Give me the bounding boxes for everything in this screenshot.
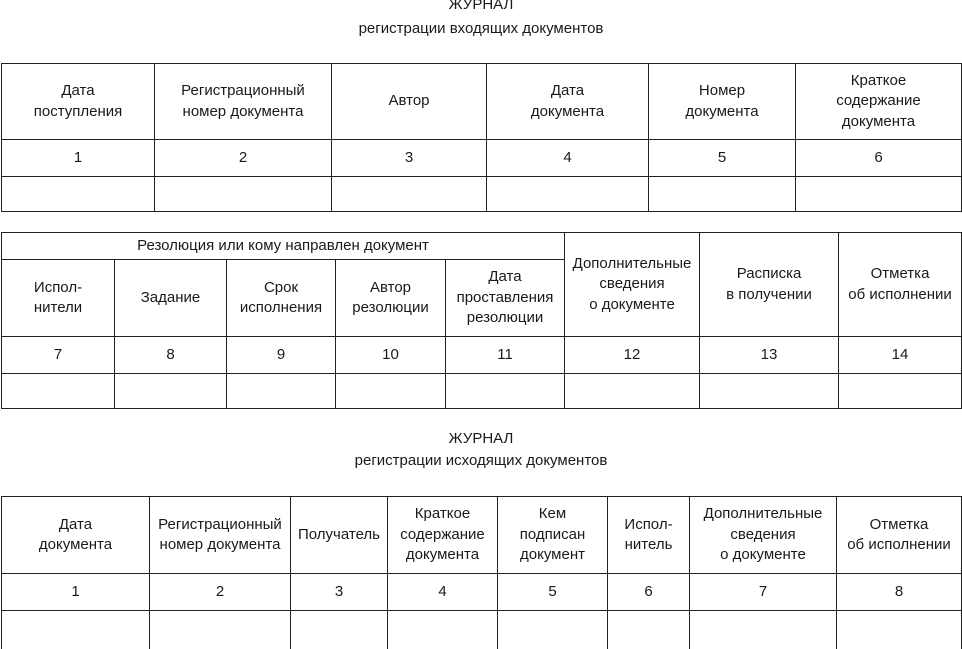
header-cell: Испол- нители [2,260,115,337]
column-number: 4 [487,140,649,177]
column-number: 12 [565,337,700,374]
header-cell: Номер документа [649,64,796,140]
empty-cell [487,177,649,212]
header-cell: Автор резолюции [336,260,446,337]
table-header-row [2,497,962,574]
header-cell: Срок исполнения [227,260,336,337]
header-cell: Задание [115,260,227,337]
column-number: 11 [446,337,565,374]
column-number: 2 [150,574,291,611]
empty-cell [336,374,446,409]
empty-cell [115,374,227,409]
column-number: 10 [336,337,446,374]
column-number: 9 [227,337,336,374]
outgoing-journal-subtitle: регистрации исходящих документов [0,450,962,471]
incoming-table-part2 [1,232,962,409]
header-cell: Дата документа [2,497,150,574]
empty-cell [690,611,837,649]
header-cell: Краткое содержание документа [796,64,962,140]
outgoing-table [1,496,962,649]
empty-cell [332,177,487,212]
header-cell: Регистрационный номер документа [155,64,332,140]
column-number-row [2,574,962,611]
column-number: 8 [115,337,227,374]
header-cell: Дата документа [487,64,649,140]
header-cell: Регистрационный номер документа [150,497,291,574]
header-cell: Расписка в получении [700,233,839,337]
table-header-row [2,64,962,140]
column-number: 5 [498,574,608,611]
empty-entry-row [2,177,962,212]
empty-cell [291,611,388,649]
column-number: 6 [796,140,962,177]
column-number: 7 [690,574,837,611]
header-cell: Отметка об исполнении [839,233,962,337]
column-number-row [2,140,962,177]
header-cell: Автор [332,64,487,140]
empty-cell [839,374,962,409]
resolution-group-header: Резолюция или кому направлен документ [2,233,565,260]
empty-cell [796,177,962,212]
empty-cell [150,611,291,649]
empty-cell [155,177,332,212]
header-cell: Испол- нитель [608,497,690,574]
header-cell: Дата поступления [2,64,155,140]
incoming-journal-subtitle: регистрации входящих документов [0,18,962,39]
header-cell: Кем подписан документ [498,497,608,574]
empty-cell [2,611,150,649]
empty-cell [649,177,796,212]
header-cell: Получатель [291,497,388,574]
empty-cell [446,374,565,409]
column-number: 8 [837,574,962,611]
column-number: 6 [608,574,690,611]
column-number: 2 [155,140,332,177]
empty-cell [700,374,839,409]
column-number: 3 [332,140,487,177]
column-number: 1 [2,140,155,177]
incoming-table-part1 [1,63,962,212]
group-header-row [2,233,962,260]
header-cell: Отметка об исполнении [837,497,962,574]
empty-cell [2,374,115,409]
empty-cell [565,374,700,409]
header-cell: Дополнительные сведения о документе [565,233,700,337]
empty-cell [608,611,690,649]
column-number: 4 [388,574,498,611]
empty-cell [2,177,155,212]
column-number: 13 [700,337,839,374]
header-cell: Краткое содержание документа [388,497,498,574]
outgoing-journal-title: ЖУРНАЛ [0,428,962,449]
column-number: 1 [2,574,150,611]
column-number: 14 [839,337,962,374]
header-cell: Дополнительные сведения о документе [690,497,837,574]
empty-cell [498,611,608,649]
column-number: 5 [649,140,796,177]
column-number: 3 [291,574,388,611]
header-cell: Дата проставления резолюции [446,260,565,337]
empty-cell [227,374,336,409]
incoming-journal-title: ЖУРНАЛ [0,0,962,15]
empty-entry-row [2,374,962,409]
empty-cell [388,611,498,649]
column-number: 7 [2,337,115,374]
column-number-row [2,337,962,374]
empty-entry-row [2,611,962,649]
empty-cell [837,611,962,649]
